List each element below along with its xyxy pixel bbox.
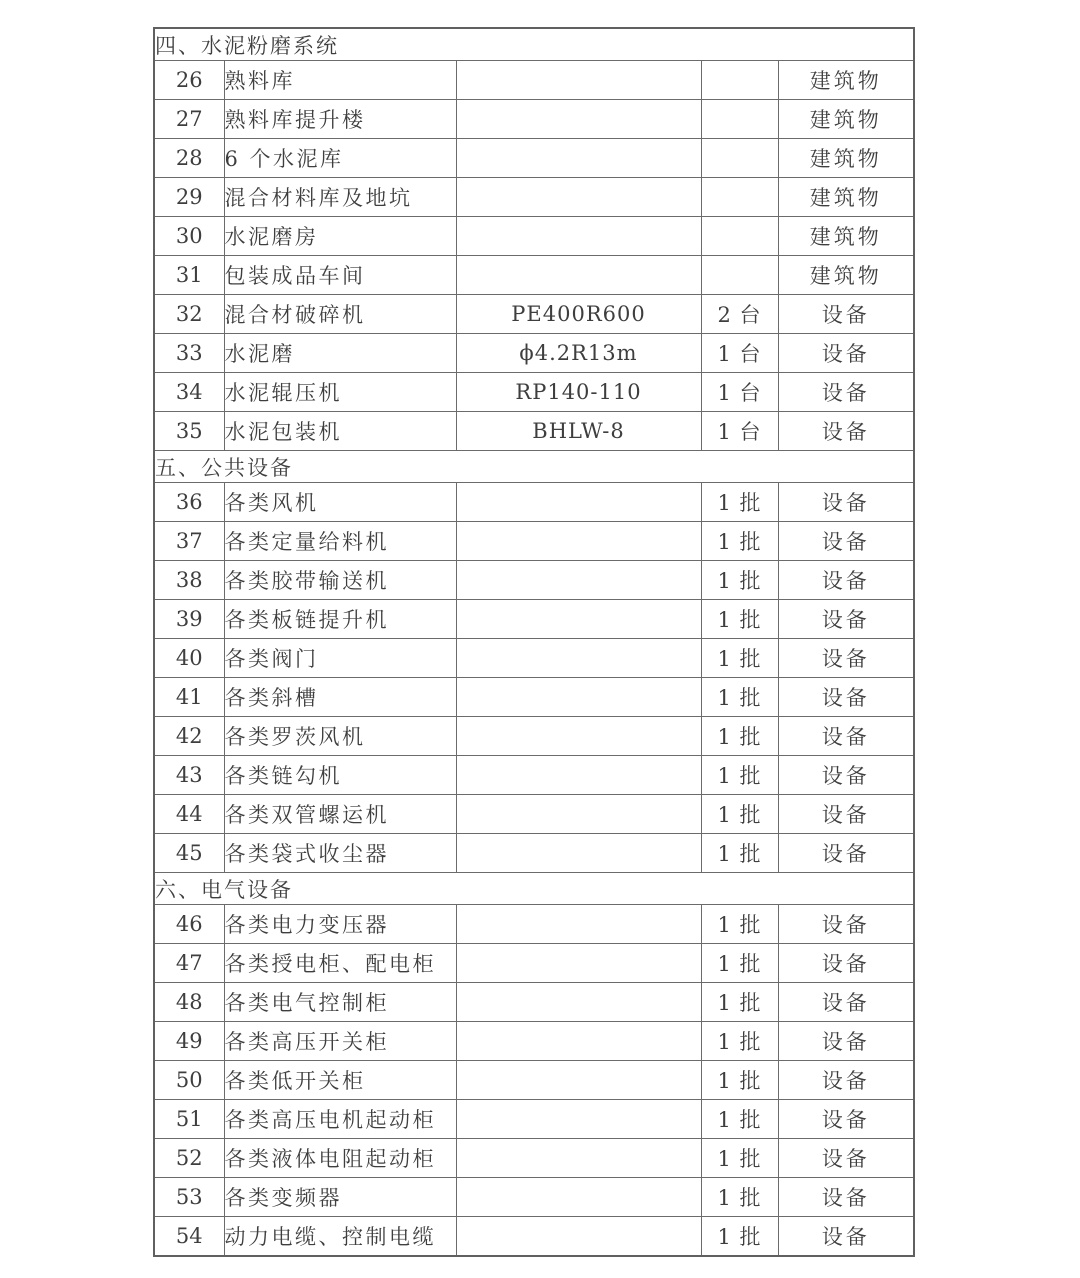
quantity-cell: 1 批 xyxy=(701,600,778,639)
table-row xyxy=(154,522,914,561)
category-cell: 设备 xyxy=(778,373,914,412)
category-cell: 设备 xyxy=(778,944,914,983)
category-cell: 设备 xyxy=(778,717,914,756)
item-name-cell: 混合材破碎机 xyxy=(224,295,456,334)
spec-model-cell xyxy=(456,178,701,217)
table-row xyxy=(154,256,914,295)
item-name-cell: 水泥磨房 xyxy=(224,217,456,256)
row-number-cell: 43 xyxy=(154,756,224,795)
spec-model-cell xyxy=(456,717,701,756)
table-row xyxy=(154,561,914,600)
category-cell: 建筑物 xyxy=(778,217,914,256)
table-row xyxy=(154,1022,914,1061)
row-number-cell: 30 xyxy=(154,217,224,256)
quantity-cell: 1 批 xyxy=(701,1022,778,1061)
quantity-cell: 1 批 xyxy=(701,678,778,717)
table-row xyxy=(154,639,914,678)
table-row xyxy=(154,1178,914,1217)
spec-model-cell xyxy=(456,639,701,678)
quantity-cell xyxy=(701,100,778,139)
category-cell: 设备 xyxy=(778,795,914,834)
quantity-cell: 1 批 xyxy=(701,1139,778,1178)
category-cell: 设备 xyxy=(778,756,914,795)
spec-model-cell xyxy=(456,561,701,600)
spec-model-cell xyxy=(456,256,701,295)
item-name-cell: 熟料库 xyxy=(224,61,456,100)
category-cell: 设备 xyxy=(778,561,914,600)
table-row xyxy=(154,600,914,639)
table-row xyxy=(154,217,914,256)
equipment-asset-table xyxy=(153,27,915,1257)
table-row xyxy=(154,373,914,412)
item-name-cell: 各类胶带输送机 xyxy=(224,561,456,600)
quantity-cell: 1 批 xyxy=(701,561,778,600)
item-name-cell: 各类低开关柜 xyxy=(224,1061,456,1100)
table-row xyxy=(154,944,914,983)
table-row xyxy=(154,717,914,756)
spec-model-cell xyxy=(456,483,701,522)
item-name-cell: 各类罗茨风机 xyxy=(224,717,456,756)
row-number-cell: 45 xyxy=(154,834,224,873)
quantity-cell: 1 批 xyxy=(701,717,778,756)
quantity-cell xyxy=(701,61,778,100)
table-row xyxy=(154,100,914,139)
spec-model-cell xyxy=(456,795,701,834)
item-name-cell: 各类电气控制柜 xyxy=(224,983,456,1022)
spec-model-cell xyxy=(456,678,701,717)
quantity-cell: 1 批 xyxy=(701,639,778,678)
table-row xyxy=(154,1100,914,1139)
row-number-cell: 40 xyxy=(154,639,224,678)
spec-model-cell: RP140-110 xyxy=(456,373,701,412)
row-number-cell: 36 xyxy=(154,483,224,522)
table-row xyxy=(154,178,914,217)
spec-model-cell xyxy=(456,983,701,1022)
quantity-cell: 1 批 xyxy=(701,1100,778,1139)
row-number-cell: 53 xyxy=(154,1178,224,1217)
table-row xyxy=(154,983,914,1022)
row-number-cell: 33 xyxy=(154,334,224,373)
item-name-cell: 水泥辊压机 xyxy=(224,373,456,412)
item-name-cell: 包装成品车间 xyxy=(224,256,456,295)
quantity-cell: 1 批 xyxy=(701,905,778,944)
row-number-cell: 31 xyxy=(154,256,224,295)
spec-model-cell: ϕ4.2R13m xyxy=(456,334,701,373)
row-number-cell: 28 xyxy=(154,139,224,178)
document-page xyxy=(153,27,915,1257)
quantity-cell: 1 批 xyxy=(701,522,778,561)
row-number-cell: 27 xyxy=(154,100,224,139)
table-row xyxy=(154,1217,914,1257)
spec-model-cell xyxy=(456,1100,701,1139)
spec-model-cell xyxy=(456,61,701,100)
table-row xyxy=(154,295,914,334)
table-row xyxy=(154,139,914,178)
row-number-cell: 42 xyxy=(154,717,224,756)
quantity-cell xyxy=(701,217,778,256)
category-cell: 建筑物 xyxy=(778,61,914,100)
category-cell: 设备 xyxy=(778,1139,914,1178)
spec-model-cell: PE400R600 xyxy=(456,295,701,334)
quantity-cell xyxy=(701,139,778,178)
category-cell: 设备 xyxy=(778,1022,914,1061)
row-number-cell: 26 xyxy=(154,61,224,100)
category-cell: 建筑物 xyxy=(778,178,914,217)
table-row xyxy=(154,678,914,717)
category-cell: 设备 xyxy=(778,905,914,944)
item-name-cell: 各类双管螺运机 xyxy=(224,795,456,834)
table-row xyxy=(154,834,914,873)
table-row xyxy=(154,756,914,795)
category-cell: 建筑物 xyxy=(778,139,914,178)
item-name-cell: 各类电力变压器 xyxy=(224,905,456,944)
spec-model-cell xyxy=(456,1061,701,1100)
quantity-cell: 1 批 xyxy=(701,483,778,522)
spec-model-cell xyxy=(456,944,701,983)
row-number-cell: 41 xyxy=(154,678,224,717)
category-cell: 设备 xyxy=(778,1178,914,1217)
item-name-cell: 各类变频器 xyxy=(224,1178,456,1217)
item-name-cell: 动力电缆、控制电缆 xyxy=(224,1217,456,1257)
quantity-cell: 1 批 xyxy=(701,983,778,1022)
item-name-cell: 各类高压电机起动柜 xyxy=(224,1100,456,1139)
spec-model-cell xyxy=(456,1217,701,1257)
item-name-cell: 混合材料库及地坑 xyxy=(224,178,456,217)
quantity-cell: 1 批 xyxy=(701,1178,778,1217)
quantity-cell xyxy=(701,256,778,295)
table-row xyxy=(154,483,914,522)
category-cell: 建筑物 xyxy=(778,256,914,295)
row-number-cell: 39 xyxy=(154,600,224,639)
quantity-cell: 1 批 xyxy=(701,944,778,983)
item-name-cell: 各类阀门 xyxy=(224,639,456,678)
item-name-cell: 各类授电柜、配电柜 xyxy=(224,944,456,983)
category-cell: 设备 xyxy=(778,600,914,639)
row-number-cell: 29 xyxy=(154,178,224,217)
spec-model-cell xyxy=(456,1178,701,1217)
spec-model-cell xyxy=(456,905,701,944)
row-number-cell: 44 xyxy=(154,795,224,834)
quantity-cell xyxy=(701,178,778,217)
row-number-cell: 50 xyxy=(154,1061,224,1100)
section-header-row xyxy=(154,28,914,61)
category-cell: 设备 xyxy=(778,295,914,334)
row-number-cell: 52 xyxy=(154,1139,224,1178)
quantity-cell: 1 批 xyxy=(701,1217,778,1257)
section-header-row xyxy=(154,451,914,483)
item-name-cell: 各类风机 xyxy=(224,483,456,522)
table-row xyxy=(154,1139,914,1178)
row-number-cell: 48 xyxy=(154,983,224,1022)
category-cell: 设备 xyxy=(778,1100,914,1139)
table-row xyxy=(154,61,914,100)
category-cell: 设备 xyxy=(778,639,914,678)
row-number-cell: 46 xyxy=(154,905,224,944)
table-row xyxy=(154,1061,914,1100)
item-name-cell: 各类高压开关柜 xyxy=(224,1022,456,1061)
quantity-cell: 1 批 xyxy=(701,834,778,873)
row-number-cell: 47 xyxy=(154,944,224,983)
quantity-cell: 1 台 xyxy=(701,412,778,451)
item-name-cell: 各类定量给料机 xyxy=(224,522,456,561)
table-row xyxy=(154,795,914,834)
category-cell: 设备 xyxy=(778,412,914,451)
quantity-cell: 1 批 xyxy=(701,795,778,834)
section-title: 四、水泥粉磨系统 xyxy=(154,28,914,61)
category-cell: 设备 xyxy=(778,678,914,717)
row-number-cell: 34 xyxy=(154,373,224,412)
section-title: 六、电气设备 xyxy=(154,873,914,905)
row-number-cell: 38 xyxy=(154,561,224,600)
spec-model-cell: BHLW-8 xyxy=(456,412,701,451)
table-row xyxy=(154,334,914,373)
quantity-cell: 2 台 xyxy=(701,295,778,334)
spec-model-cell xyxy=(456,139,701,178)
row-number-cell: 54 xyxy=(154,1217,224,1257)
spec-model-cell xyxy=(456,217,701,256)
quantity-cell: 1 台 xyxy=(701,373,778,412)
row-number-cell: 32 xyxy=(154,295,224,334)
quantity-cell: 1 台 xyxy=(701,334,778,373)
item-name-cell: 各类板链提升机 xyxy=(224,600,456,639)
spec-model-cell xyxy=(456,1139,701,1178)
spec-model-cell xyxy=(456,522,701,561)
item-name-cell: 水泥磨 xyxy=(224,334,456,373)
spec-model-cell xyxy=(456,834,701,873)
category-cell: 设备 xyxy=(778,834,914,873)
section-header-row xyxy=(154,873,914,905)
category-cell: 设备 xyxy=(778,1217,914,1257)
item-name-cell: 水泥包装机 xyxy=(224,412,456,451)
spec-model-cell xyxy=(456,600,701,639)
section-title: 五、公共设备 xyxy=(154,451,914,483)
item-name-cell: 熟料库提升楼 xyxy=(224,100,456,139)
category-cell: 设备 xyxy=(778,483,914,522)
spec-model-cell xyxy=(456,100,701,139)
spec-model-cell xyxy=(456,756,701,795)
item-name-cell: 6 个水泥库 xyxy=(224,139,456,178)
category-cell: 设备 xyxy=(778,522,914,561)
item-name-cell: 各类袋式收尘器 xyxy=(224,834,456,873)
row-number-cell: 37 xyxy=(154,522,224,561)
quantity-cell: 1 批 xyxy=(701,1061,778,1100)
item-name-cell: 各类斜槽 xyxy=(224,678,456,717)
row-number-cell: 51 xyxy=(154,1100,224,1139)
spec-model-cell xyxy=(456,1022,701,1061)
row-number-cell: 35 xyxy=(154,412,224,451)
category-cell: 设备 xyxy=(778,1061,914,1100)
item-name-cell: 各类液体电阻起动柜 xyxy=(224,1139,456,1178)
quantity-cell: 1 批 xyxy=(701,756,778,795)
row-number-cell: 49 xyxy=(154,1022,224,1061)
item-name-cell: 各类链勾机 xyxy=(224,756,456,795)
table-row xyxy=(154,412,914,451)
category-cell: 设备 xyxy=(778,334,914,373)
category-cell: 设备 xyxy=(778,983,914,1022)
table-row xyxy=(154,905,914,944)
category-cell: 建筑物 xyxy=(778,100,914,139)
